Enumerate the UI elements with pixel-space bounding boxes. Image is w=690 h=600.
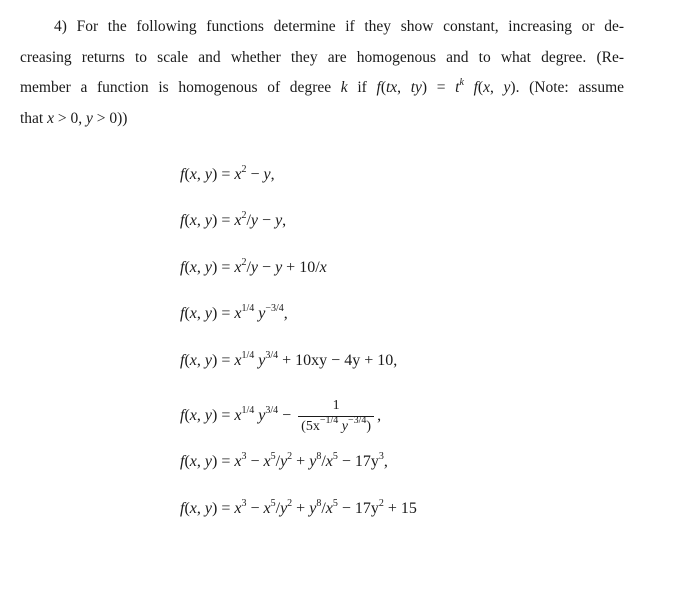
problem-line-2: creasing returns to scale and whether they are homogenous and to what degree. (Re- <box>20 48 624 66</box>
equation-7: f(x, $y) = x^3 - x^5/y^2 + y^8/x^5 - 17y^3$, <box>180 451 388 470</box>
equation-1: f(x, $y) = x^2 - y$, <box>180 164 275 183</box>
equation-8: f(x, $y) = x^3 - x^5/y^2 + y^8/x^5 - 17y^2 + 15$ <box>180 498 417 517</box>
problem-line-4: that x > 0, y > 0)) <box>20 109 128 127</box>
equation-4: f(x, $y) = x^{1/4}$ $y^{-3/4}$, <box>180 303 288 322</box>
equation-5: f(x, $y) = x^{1/4}$ $y^{3/4} + 10xy - 4y + 10$, <box>180 350 398 369</box>
problem-line-3: member a function is homogenous of degree k if f(tx, $ty) = t^k$ f(x, y). (Note: assume <box>20 77 625 96</box>
problem-line-1: 4) For the following functions determine if they show constant, increasing or de- <box>54 18 624 35</box>
equation-3: f(x, $y) = x^2/y - y + 10/x$ <box>180 257 327 276</box>
equation-2: f(x, $y) = x^2/y - y$, <box>180 210 287 229</box>
equation-6: f(x, $y) = x^{1/4}$ $y^{3/4}$ − $\frac{1}{(5x^{-1/4} y^{-3/4})}$ , <box>180 398 382 434</box>
problem-statement <box>20 12 624 134</box>
